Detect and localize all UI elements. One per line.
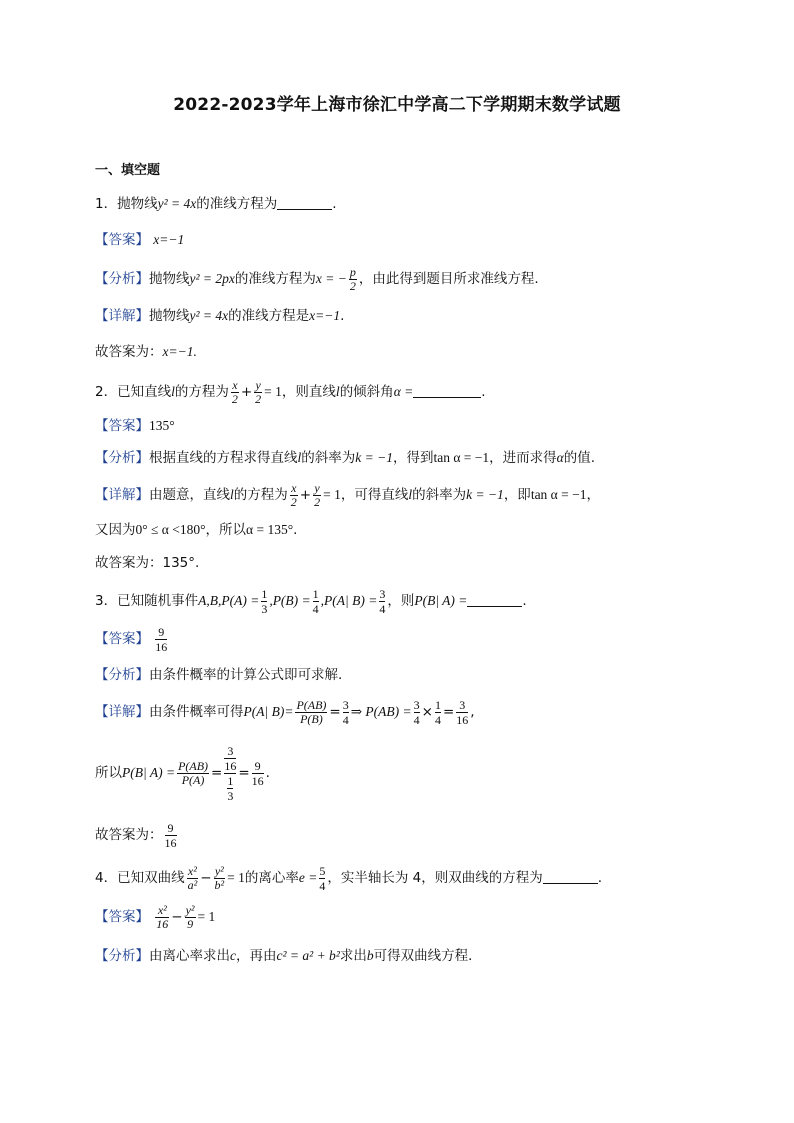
detail-line: 【详解】由题意，直线l的方程为 $\frac{x}{2}$ + $\frac{y}{2}$ = 1，可得直线l的斜率为k = −1，即tan α = −1，: [95, 480, 600, 509]
fraction: $\frac{1}{4}$: [434, 697, 441, 727]
fraction: $\frac{3}{16}$: [224, 743, 237, 773]
fraction: $\frac{\text{x²}}{\text{a²}}$: [187, 863, 198, 892]
fraction: $\frac{9}{16}$: [164, 820, 177, 850]
answer-blank: [543, 869, 598, 884]
question-number: 2．: [95, 384, 118, 400]
fraction: $\frac{\text{x²}}{16}$: [156, 902, 169, 931]
question-number: 3．: [95, 593, 118, 609]
fraction: $\frac{1}{3}$: [261, 586, 268, 616]
fraction: $\frac{1}{3}$: [227, 773, 234, 803]
question-number: 1．: [95, 196, 118, 212]
answer-line: 【答案】 $\frac{9}{16}$: [95, 624, 168, 654]
answer-line: 【答案】 $\frac{\text{x²}}{16}$ − $\frac{\text{y²}}{9}$ = 1: [95, 902, 216, 931]
fraction: $\frac{x}{2}$: [290, 480, 297, 509]
fraction: $\frac{3}{4}$: [413, 697, 420, 727]
question-4: 4．已知双曲线 $\frac{\text{x²}}{\text{a²}}$ − $\frac{\text{y²}}{\text{b²}}$ = 1的离心率e = $\frac{5}{4}$ ，实半轴长为 4，则双曲线的方程为 .: [95, 863, 603, 893]
detail-line-2: 又因为0° ≤ α <180°，所以α = 135°.: [95, 522, 298, 538]
fraction: $\frac{9}{16}$: [251, 758, 264, 788]
fraction: $\frac{P(AB)}{P(B)}$: [296, 697, 327, 726]
fraction: $\frac{3}{4}$: [379, 586, 386, 616]
page-title: 2022-2023学年上海市徐汇中学高二下学期期末数学试题: [173, 95, 621, 115]
question-number: 4．: [95, 870, 118, 886]
complex-fraction: [224, 744, 236, 803]
fraction: $\frac{p}{2}$: [349, 264, 356, 293]
question-2: 2．已知直线l的方程为 $\frac{x}{2}$ + $\frac{y}{2}$ = 1，则直线l的倾斜角α = .: [95, 377, 486, 406]
analysis-line: 【分析】抛物线y² = 2px的准线方程为x = − $\frac{p}{2}$ ，由此得到题目所求准线方程.: [95, 264, 539, 293]
answer-line: 【答案】 x=−1: [95, 232, 185, 248]
detail-line: 【详解】抛物线y² = 4x的准线方程是x=−1.: [95, 308, 345, 324]
final-answer-line: 故答案为：x=−1.: [95, 344, 197, 360]
detail-line-2: 所以P(B| A) = $\frac{P(AB)}{P(A)}$ = $\frac{\frac{3}{16}}{\frac{1}{3}}$ = $\frac{9}{16}$ .: [95, 743, 270, 803]
question-1: 1．抛物线y² = 4x的准线方程为 .: [95, 196, 337, 212]
analysis-line: 【分析】由条件概率的计算公式即可求解.: [95, 667, 343, 683]
answer-line: 【答案】135°: [95, 418, 175, 434]
section-heading: 一、填空题: [95, 163, 161, 178]
fraction: $\frac{9}{16}$: [155, 624, 168, 654]
fraction: $\frac{P(AB)}{P(A)}$: [178, 758, 209, 787]
fraction: $\frac{\text{y²}}{\text{b²}}$: [214, 863, 225, 892]
analysis-line: 【分析】根据直线的方程求得直线l的斜率为k = −1，得到tan α = −1，进而求得α的值.: [95, 450, 596, 466]
final-answer-line: 故答案为： $\frac{9}{16}$: [95, 820, 177, 850]
fraction: $\frac{3}{16}$: [456, 697, 469, 727]
fraction: $\frac{\text{y²}}{9}$: [185, 902, 195, 931]
fraction: $\frac{1}{4}$: [312, 586, 319, 616]
fraction: $\frac{y}{2}$: [255, 377, 262, 406]
question-3: 3．已知随机事件A,B,P(A) = $\frac{1}{3}$ ,P(B) = $\frac{1}{4}$ ,P(A| B) = $\frac{3}{4}$ ，则P(B| A) = .: [95, 586, 527, 616]
fraction: $\frac{5}{4}$: [319, 863, 326, 893]
fraction: $\frac{x}{2}$: [231, 377, 238, 406]
fraction: $\frac{y}{2}$: [314, 480, 321, 509]
detail-line: 【详解】由条件概率可得P(A| B)= $\frac{P(AB)}{P(B)}$ = $\frac{3}{4}$ ⇒ P(AB) = $\frac{3}{4}$ × $\frac{1}{4}$ = $\frac{3}{16}$ ,: [95, 697, 475, 727]
answer-blank: [467, 592, 522, 607]
analysis-line: 【分析】由离心率求出c，再由c² = a² + b²求出b可得双曲线方程．: [95, 948, 482, 964]
final-answer-line: 故答案为：135°.: [95, 555, 200, 571]
fraction: $\frac{3}{4}$: [342, 697, 349, 727]
answer-blank: [413, 383, 481, 398]
answer-blank: [277, 195, 332, 210]
